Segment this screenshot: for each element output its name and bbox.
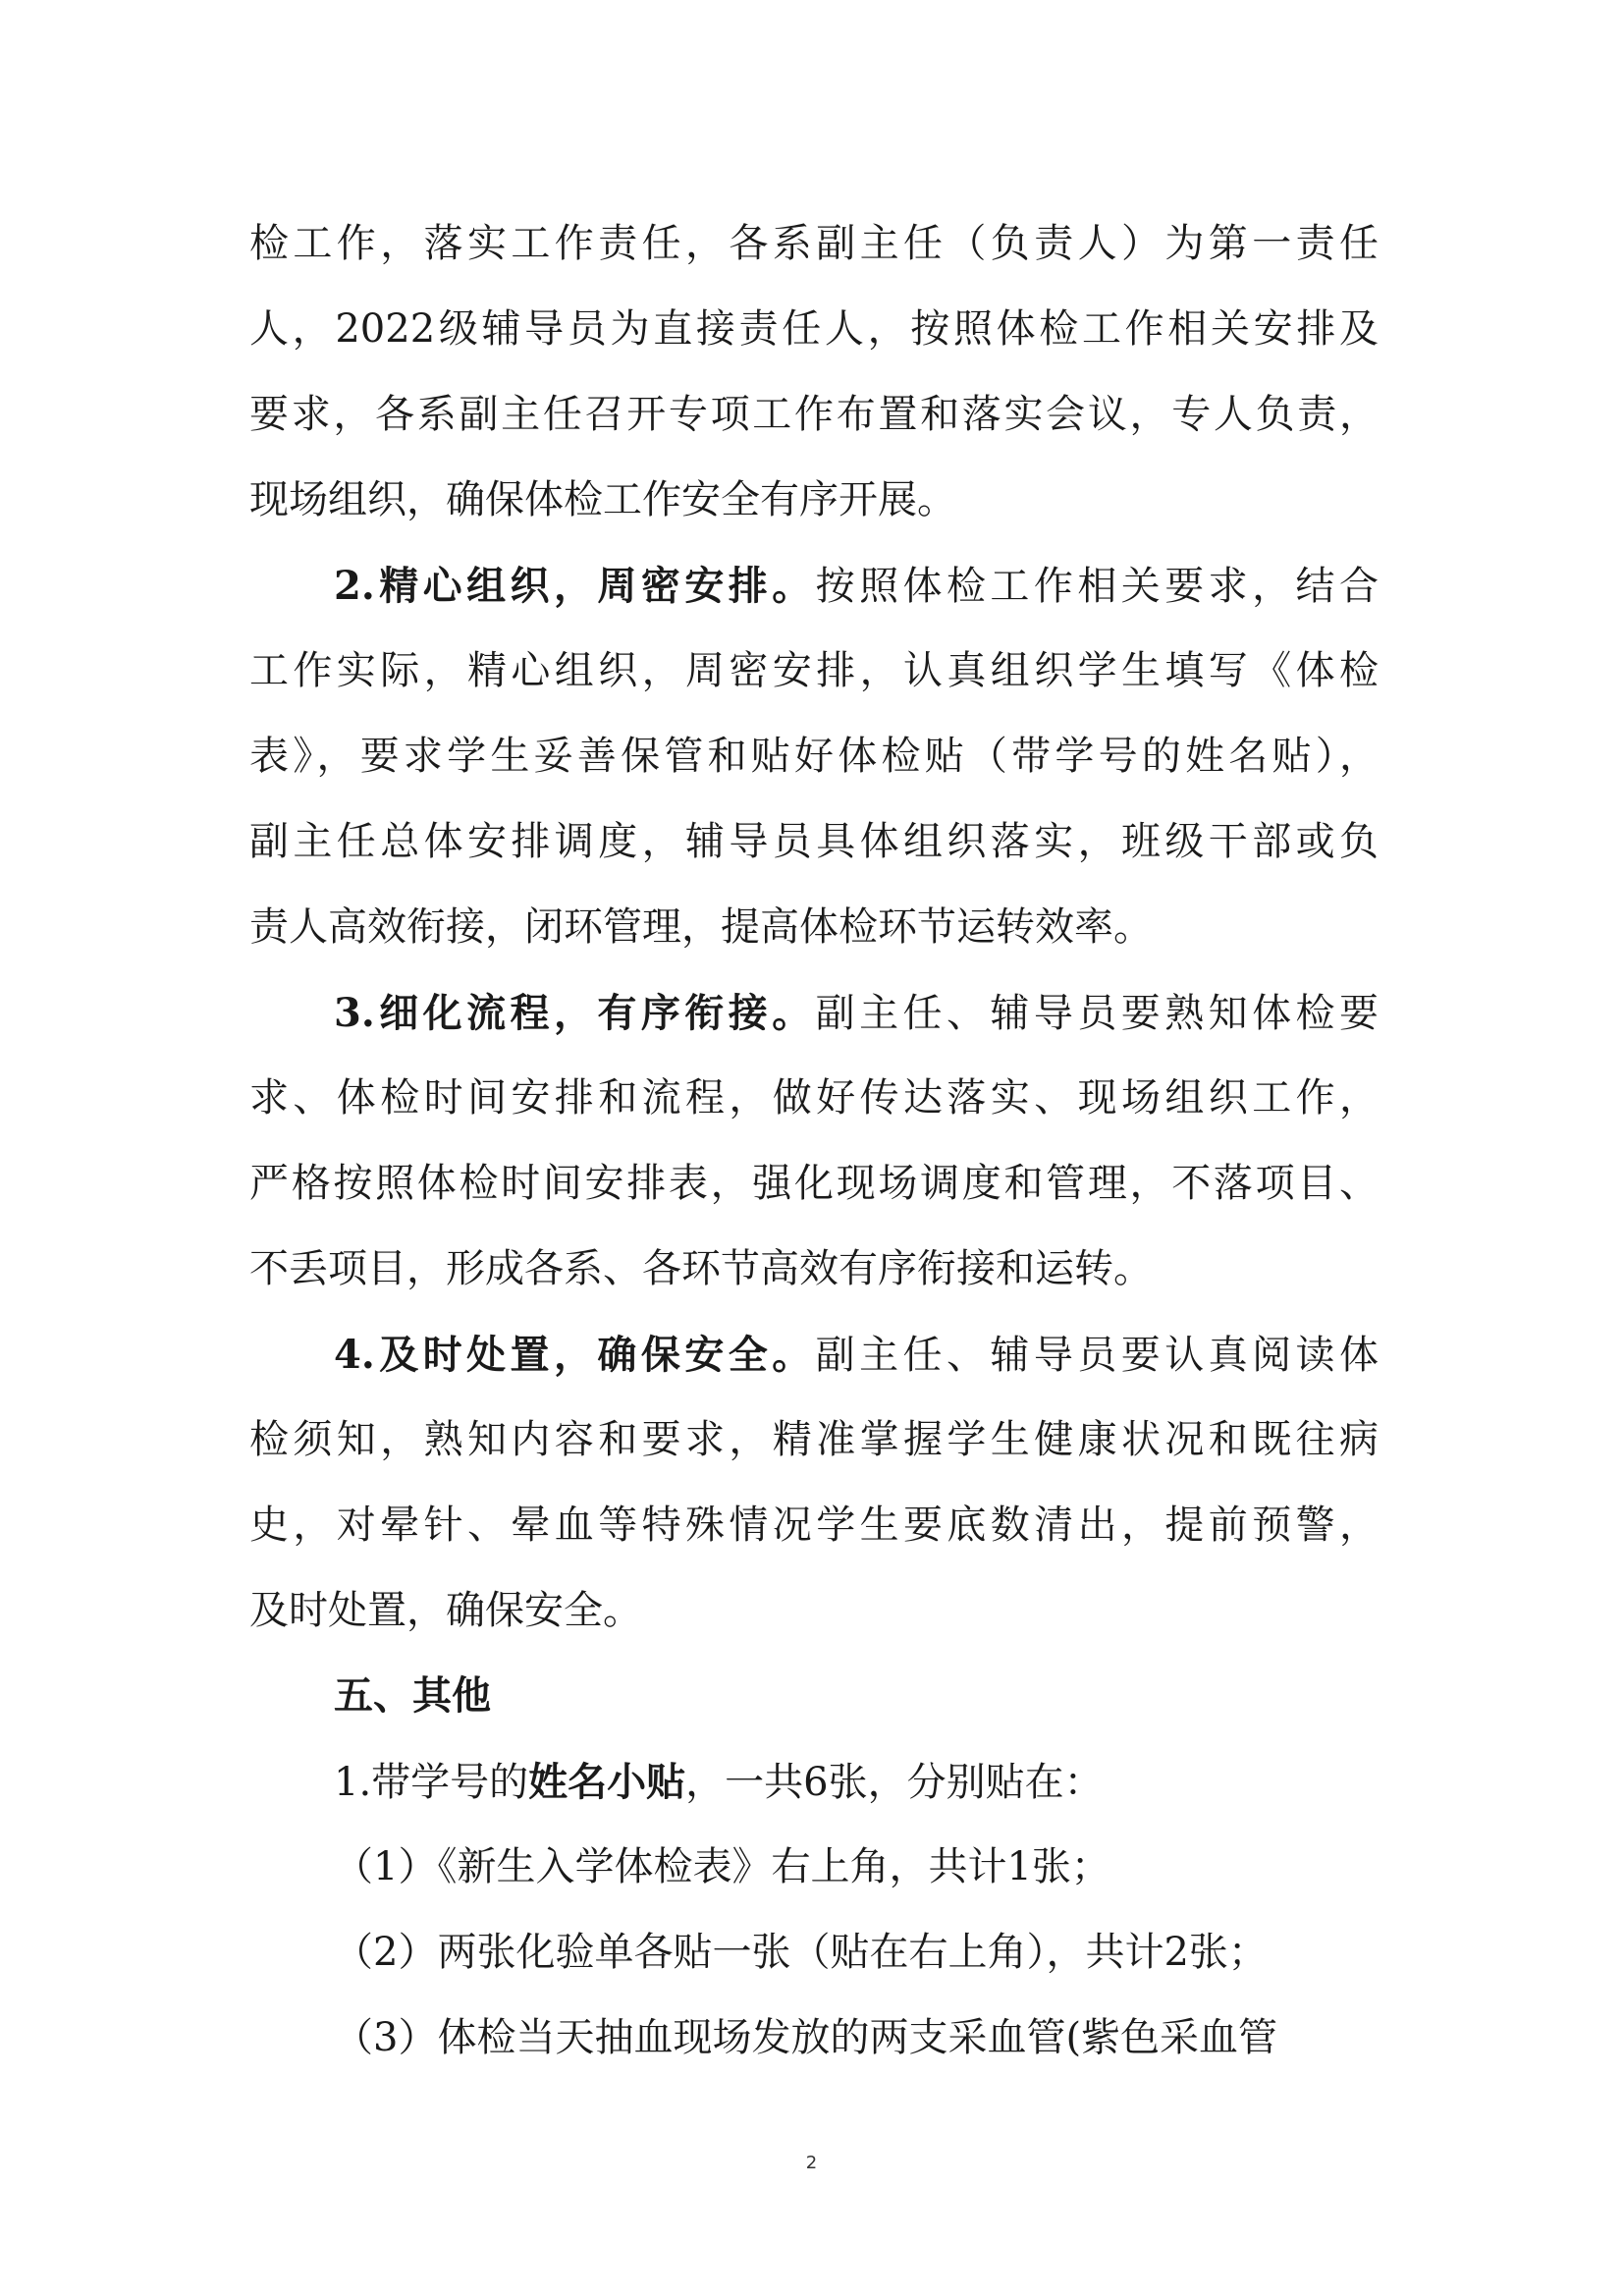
item-text: ，一共6张，分别贴在：: [685, 1760, 1104, 1805]
body-line: 责人高效衔接，闭环管理，提高体检环节运转效率。: [249, 904, 1153, 950]
body-line: 要求，各系副主任召开专项工作布置和落实会议，专人负责，: [249, 392, 1379, 437]
document-body: [249, 201, 1379, 2081]
body-line: 史，对晕针、晕血等特殊情况学生要底数清出，提前预警，: [249, 1503, 1379, 1548]
body-line: 人，2022级辅导员为直接责任人，按照体检工作相关安排及: [249, 306, 1379, 352]
paragraph-text: 副主任、辅导员要熟知体检要: [815, 991, 1379, 1036]
numbered-paragraph-3: [249, 970, 1379, 1056]
body-line: 检须知，熟知内容和要求，精准掌握学生健康状况和既往病: [249, 1417, 1379, 1462]
body-line: 不丢项目，形成各系、各环节高效有序衔接和运转。: [249, 1246, 1153, 1291]
paragraph-lead: 2.精心组织，周密安排。: [334, 563, 816, 609]
numbered-paragraph-2: [249, 543, 1379, 629]
sub-item-2: （2）两张化验单各贴一张（贴在右上角），共计2张；: [334, 1930, 1268, 1975]
list-item-1: [249, 1739, 1379, 1825]
item-emphasis: 姓名小贴: [528, 1759, 686, 1805]
body-line: 求、体检时间安排和流程，做好传达落实、现场组织工作，: [249, 1075, 1379, 1121]
sub-item-1: （1）《新生入学体检表》右上角，共计1张；: [334, 1844, 1110, 1889]
item-text: 1.带学号的: [334, 1760, 529, 1805]
body-line: 检工作，落实工作责任，各系副主任（负责人）为第一责任: [249, 221, 1379, 266]
body-line: 现场组织，确保体检工作安全有序开展。: [249, 477, 956, 522]
page-number: 2: [805, 2153, 818, 2173]
paragraph-text: 按照体检工作相关要求，结合: [815, 564, 1379, 609]
body-line: 表》，要求学生妥善保管和贴好体检贴（带学号的姓名贴），: [249, 734, 1379, 779]
numbered-paragraph-4: [249, 1312, 1379, 1397]
body-line: 严格按照体检时间安排表，强化现场调度和管理，不落项目、: [249, 1161, 1379, 1206]
paragraph-lead: 3.细化流程，有序衔接。: [334, 990, 816, 1036]
sub-item-3: （3）体检当天抽血现场发放的两支采血管(紫色采血管: [334, 2015, 1278, 2060]
section-heading: 五、其他: [334, 1673, 491, 1719]
paragraph-text: 副主任、辅导员要认真阅读体: [815, 1333, 1379, 1378]
body-line: 及时处置，确保安全。: [249, 1588, 642, 1633]
body-line: 工作实际，精心组织，周密安排，认真组织学生填写《体检: [249, 648, 1379, 693]
body-line: 副主任总体安排调度，辅导员具体组织落实，班级干部或负: [249, 819, 1379, 864]
paragraph-lead: 4.及时处置，确保安全。: [334, 1332, 816, 1378]
